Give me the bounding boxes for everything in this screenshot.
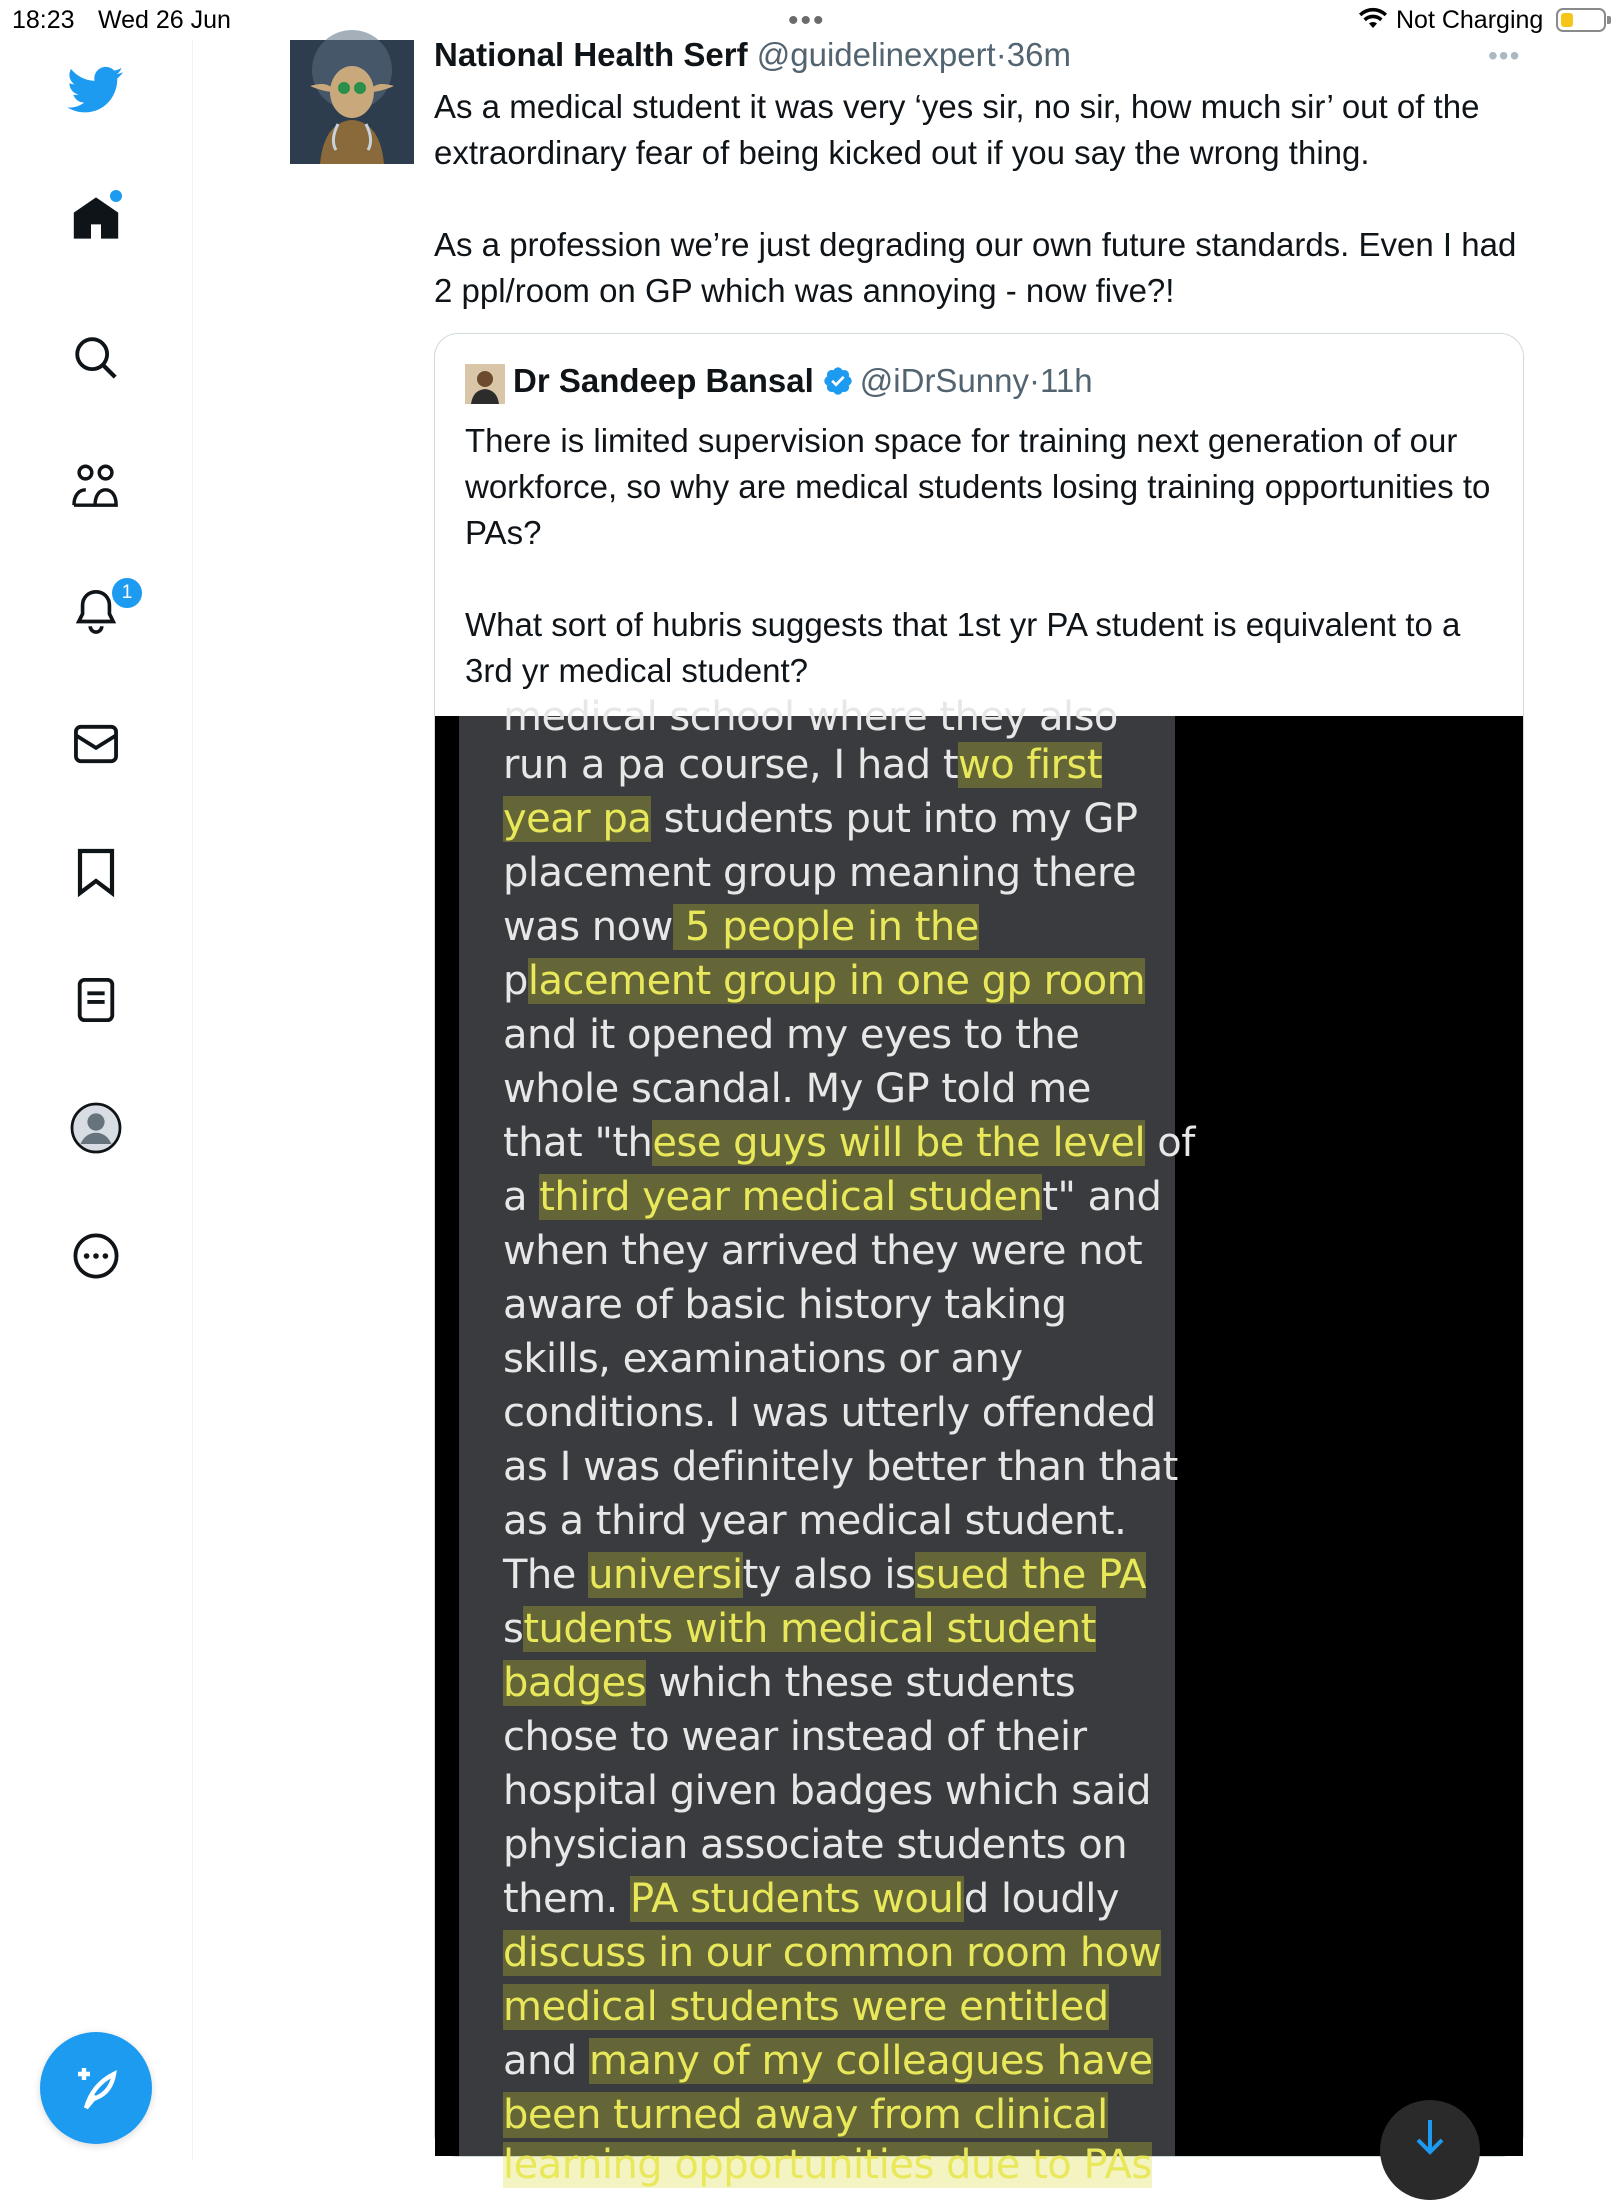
lists-icon[interactable] xyxy=(68,972,124,1028)
compose-feather-icon xyxy=(68,2060,124,2116)
messages-icon[interactable] xyxy=(68,716,124,772)
image-text-line: chose to wear instead of their xyxy=(503,1714,1087,1760)
image-text-line: The university also issued the PA xyxy=(503,1552,1146,1598)
notifications-badge: 1 xyxy=(110,576,144,610)
image-text-line: placement group in one gp room xyxy=(503,958,1146,1004)
image-text-line: run a pa course, I had two first xyxy=(503,742,1103,788)
quoted-author-avatar xyxy=(465,364,505,404)
image-text-line: whole scandal. My GP told me xyxy=(503,1066,1091,1112)
home-icon[interactable] xyxy=(68,190,124,246)
wifi-icon xyxy=(1358,8,1388,35)
tweet-timestamp[interactable]: 36m xyxy=(1006,36,1071,73)
image-text-line: students with medical student xyxy=(503,1606,1096,1652)
image-text-line: medical school where they also xyxy=(503,694,1118,740)
image-text-line: skills, examinations or any xyxy=(503,1336,1023,1382)
image-text-line: aware of basic history taking xyxy=(503,1282,1067,1328)
image-text-line: conditions. I was utterly offended xyxy=(503,1390,1156,1436)
battery-icon xyxy=(1556,8,1606,32)
image-text-line: and it opened my eyes to the xyxy=(503,1012,1080,1058)
author-name[interactable]: National Health Serf xyxy=(434,36,748,73)
image-text-line: a third year medical student" and xyxy=(503,1174,1162,1220)
quoted-tweet-timestamp: 11h xyxy=(1040,362,1093,399)
tweet-text xyxy=(434,84,1524,314)
author-avatar[interactable] xyxy=(290,40,414,164)
profile-avatar-icon[interactable] xyxy=(68,1100,124,1156)
tweet-paragraph: As a profession we’re just degrading our own future standards. Even I had 2 ppl/room on GP which was annoying - now five?! xyxy=(434,226,1517,309)
separator-dot: · xyxy=(1029,362,1041,399)
tweet-header xyxy=(434,36,1071,74)
image-text-line: been turned away from clinical xyxy=(503,2092,1108,2138)
notifications-bell-icon[interactable] xyxy=(68,582,133,638)
image-text-line: as I was definitely better than that xyxy=(503,1444,1178,1490)
author-handle[interactable]: @guidelinexpert xyxy=(756,36,996,73)
sidebar-nav xyxy=(0,40,193,2160)
status-bar xyxy=(0,0,1620,40)
quoted-author-handle: @iDrSunny xyxy=(859,362,1030,399)
image-text-line: hospital given badges which said xyxy=(503,1768,1151,1814)
tweet-more-menu-icon[interactable]: ••• xyxy=(1488,40,1521,71)
arrow-down-icon xyxy=(1414,2118,1446,2158)
status-date: Wed 26 Jun xyxy=(98,6,231,34)
scroll-down-button[interactable] xyxy=(1380,2100,1480,2200)
charging-status: Not Charging xyxy=(1396,6,1544,34)
image-text-line: medical students were entitled xyxy=(503,1984,1109,2030)
quoted-paragraph: What sort of hubris suggests that 1st yr PA student is equivalent to a 3rd yr medical student? xyxy=(465,606,1461,689)
search-icon[interactable] xyxy=(68,330,124,386)
quoted-tweet-image[interactable] xyxy=(435,694,1523,2188)
quoted-paragraph: There is limited supervision space for training next generation of our workforce, so why are medical students losing training opportunities to PAs? xyxy=(465,422,1491,551)
compose-tweet-button[interactable] xyxy=(40,2032,152,2144)
quoted-tweet-text xyxy=(465,418,1495,694)
communities-icon[interactable] xyxy=(68,458,124,514)
quoted-tweet[interactable] xyxy=(434,333,1524,2188)
home-unread-dot xyxy=(110,190,122,202)
image-text-line: that "these guys will be the level of xyxy=(503,1120,1195,1166)
image-text-line: was now 5 people in the xyxy=(503,904,979,950)
image-text-line: and many of my colleagues have xyxy=(503,2038,1153,2084)
verified-badge-icon xyxy=(822,365,854,397)
image-text-line: year pa students put into my GP xyxy=(503,796,1138,842)
image-text-line: learning opportunities due to PAs xyxy=(503,2142,1152,2188)
separator-dot: · xyxy=(995,36,1007,73)
image-text-line: discuss in our common room how xyxy=(503,1930,1161,1976)
image-text-line: them. PA students would loudly xyxy=(503,1876,1120,1922)
status-time: 18:23 xyxy=(12,6,75,34)
image-text-line: placement group meaning there xyxy=(503,850,1137,896)
image-text-line: badges which these students xyxy=(503,1660,1076,1706)
twitter-logo-icon[interactable] xyxy=(68,62,124,118)
more-options-icon[interactable] xyxy=(68,1228,124,1284)
bookmarks-icon[interactable] xyxy=(68,844,124,900)
tweet-paragraph: As a medical student it was very ‘yes sir, no sir, how much sir’ out of the extraordinary fear of being kicked out if you say the wrong thing. xyxy=(434,88,1480,171)
image-text-line: when they arrived they were not xyxy=(503,1228,1143,1274)
quoted-tweet-header xyxy=(513,362,1093,400)
screenshot-text-panel xyxy=(459,694,1195,2188)
quoted-author-name: Dr Sandeep Bansal xyxy=(513,362,814,399)
image-text-line: physician associate students on xyxy=(503,1822,1128,1868)
multitasking-dots-icon[interactable]: ••• xyxy=(788,4,826,37)
image-text-line: as a third year medical student. xyxy=(503,1498,1127,1544)
